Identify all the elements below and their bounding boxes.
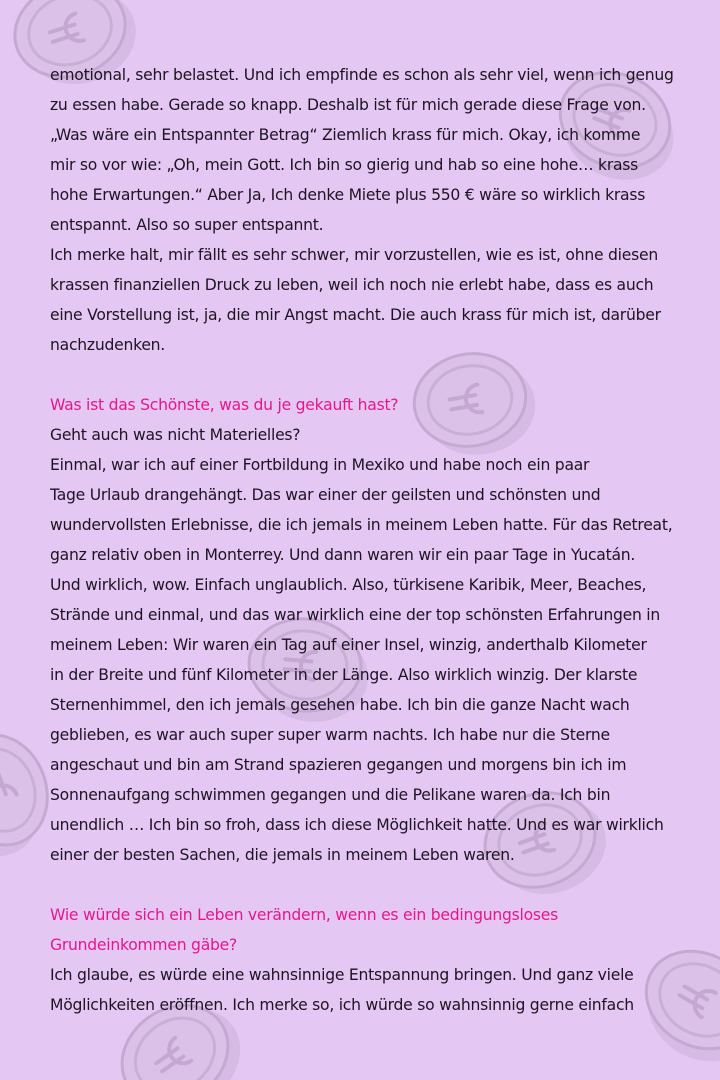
text-line: Geht auch was nicht Materielles?	[50, 426, 301, 444]
text-line: Möglichkeiten eröffnen. Ich merke so, ich würde so wahnsinnig gerne einfach	[50, 996, 634, 1014]
question-line: Grundeinkommen gäbe?	[50, 936, 238, 954]
text-line: emotional, sehr belastet. Und ich empfinde es schon als sehr viel, wenn ich genug	[50, 66, 674, 84]
text-line: „Was wäre ein Entspannter Betrag“ Ziemlich krass für mich. Okay, ich komme	[50, 126, 641, 144]
text-line: geblieben, es war auch super super warm nachts. Ich habe nur die Sterne	[50, 726, 610, 744]
text-line: Einmal, war ich auf einer Fortbildung in Mexiko und habe noch ein paar	[50, 456, 590, 474]
question-heading	[50, 390, 680, 420]
text-line: nachzudenken.	[50, 336, 165, 354]
text-line: wundervollsten Erlebnisse, die ich jemals in meinem Leben hatte. Für das Retreat,	[50, 516, 673, 534]
answer-paragraph	[50, 960, 680, 1020]
answer-paragraph	[50, 420, 680, 870]
text-line: mir so vor wie: „Oh, mein Gott. Ich bin so gierig und hab so eine hohe… krass	[50, 156, 639, 174]
text-line: entspannt. Also so super entspannt.	[50, 216, 324, 234]
text-line: einer der besten Sachen, die jemals in meinem Leben waren.	[50, 846, 515, 864]
text-line: eine Vorstellung ist, ja, die mir Angst macht. Die auch krass für mich ist, darüber	[50, 306, 661, 324]
text-line: zu essen habe. Gerade so knapp. Deshalb ist für mich gerade diese Frage von.	[50, 96, 646, 114]
text-line: Tage Urlaub drangehängt. Das war einer der geilsten und schönsten und	[50, 486, 601, 504]
text-line: Sternenhimmel, den ich jemals gesehen habe. Ich bin die ganze Nacht wach	[50, 696, 630, 714]
text-line: Und wirklich, wow. Einfach unglaublich. Also, türkisene Karibik, Meer, Beaches,	[50, 576, 647, 594]
text-line: angeschaut und bin am Strand spazieren gegangen und morgens bin ich im	[50, 756, 627, 774]
text-line: Ich glaube, es würde eine wahnsinnige Entspannung bringen. Und ganz viele	[50, 966, 634, 984]
question-line: Wie würde sich ein Leben verändern, wenn es ein bedingungsloses	[50, 906, 559, 924]
text-line: krassen finanziellen Druck zu leben, weil ich noch nie erlebt habe, dass es auch	[50, 276, 654, 294]
text-line: hohe Erwartungen.“ Aber Ja, Ich denke Miete plus 550 € wäre so wirklich krass	[50, 186, 646, 204]
text-line: in der Breite und fünf Kilometer in der Länge. Also wirklich winzig. Der klarste	[50, 666, 638, 684]
text-line: Ich merke halt, mir fällt es sehr schwer, mir vorzustellen, wie es ist, ohne diesen	[50, 246, 658, 264]
paragraph-gap	[50, 870, 680, 900]
intro-paragraph	[50, 60, 680, 360]
text-line: Sonnenaufgang schwimmen gegangen und die Pelikane waren da. Ich bin	[50, 786, 611, 804]
question-line: Was ist das Schönste, was du je gekauft hast?	[50, 396, 399, 414]
text-line: unendlich … Ich bin so froh, dass ich diese Möglichkeit hatte. Und es war wirklich	[50, 816, 664, 834]
paragraph-gap	[50, 360, 680, 390]
text-line: Strände und einmal, und das war wirklich eine der top schönsten Erfahrungen in	[50, 606, 660, 624]
question-heading	[50, 900, 680, 960]
interview-text	[50, 60, 680, 1020]
text-line: ganz relativ oben in Monterrey. Und dann waren wir ein paar Tage in Yucatán.	[50, 546, 636, 564]
text-line: meinem Leben: Wir waren ein Tag auf einer Insel, winzig, anderthalb Kilometer	[50, 636, 647, 654]
